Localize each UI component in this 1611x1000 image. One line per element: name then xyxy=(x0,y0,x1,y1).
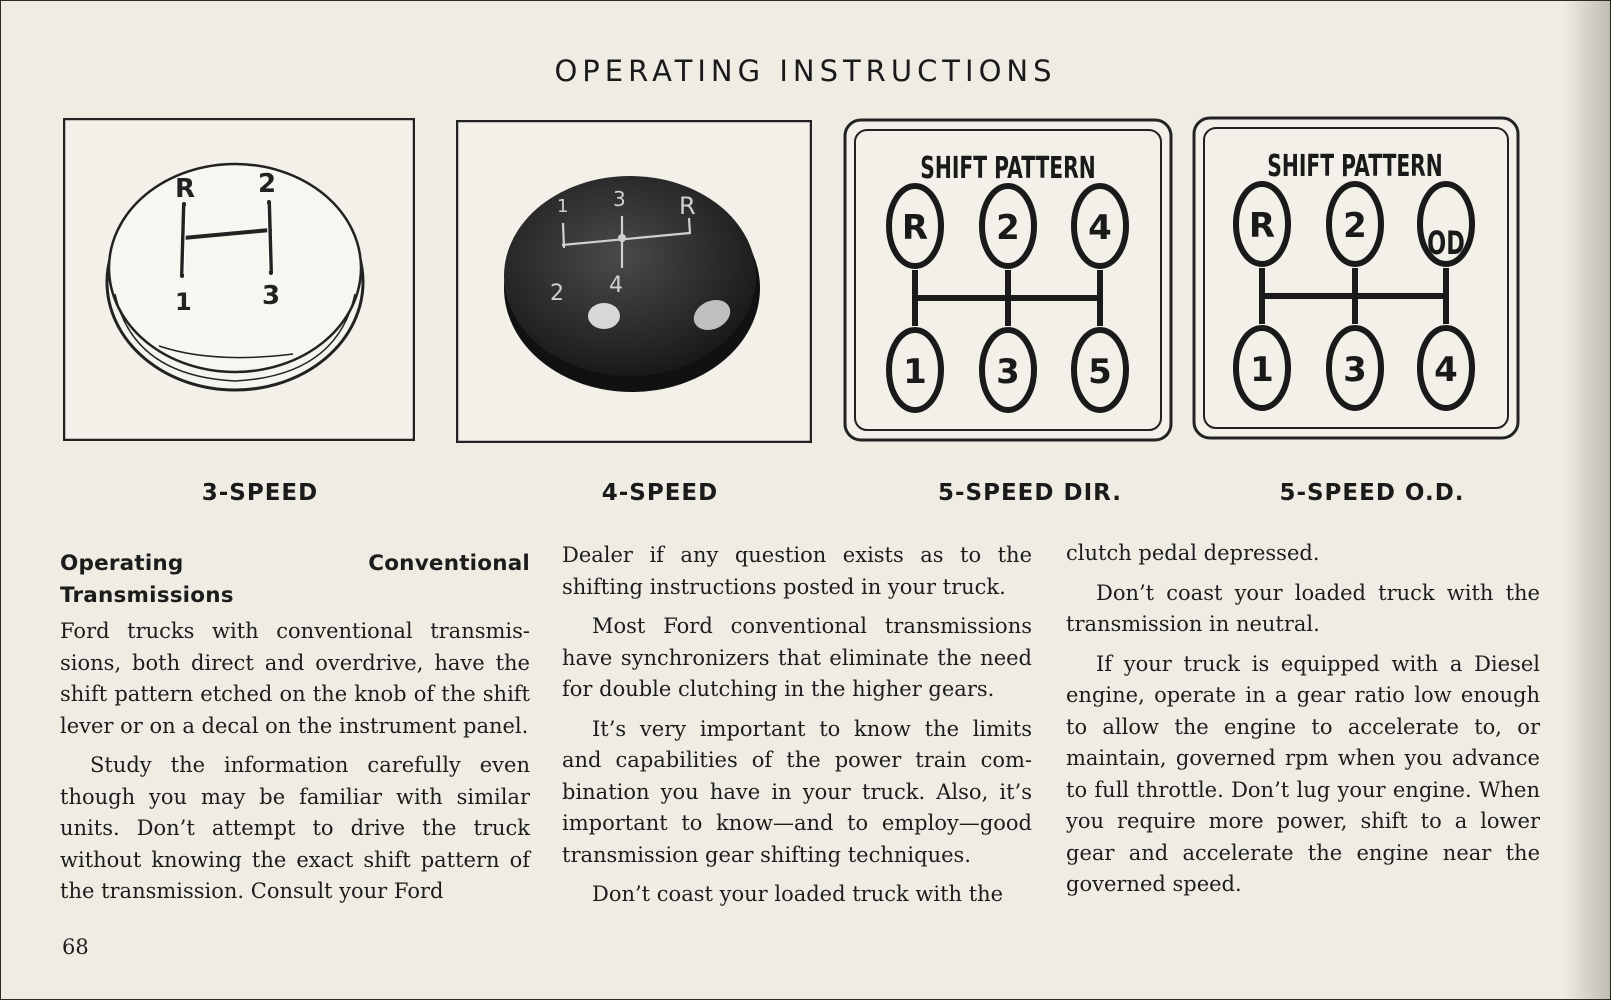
pattern-title: SHIFT PATTERN xyxy=(920,150,1096,186)
four-speed-knob-illustration xyxy=(456,120,812,443)
caption-five-speed-overdrive: 5-SPEED O.D. xyxy=(1279,480,1465,506)
knob-label-3: 3 xyxy=(613,187,626,211)
text-column-2 xyxy=(562,540,1032,919)
caption-five-speed-direct: 5-SPEED DIR. xyxy=(937,480,1123,506)
five-speed-direct-figure xyxy=(843,118,1173,442)
knob-label-1: 1 xyxy=(557,196,569,217)
text-column-1 xyxy=(60,548,530,916)
five-speed-overdrive-pattern xyxy=(1192,116,1520,440)
text-column-3 xyxy=(1066,538,1540,909)
paragraph: Don’t coast your loaded truck with the transmission in neutral. xyxy=(1066,580,1540,636)
caption-three-speed: 3-SPEED xyxy=(201,480,319,506)
page-gutter-shadow xyxy=(1563,0,1611,1000)
section-heading: Operating Conventional Transmissions xyxy=(60,551,530,608)
gear-3: 3 xyxy=(1343,350,1367,390)
gear-od: OD xyxy=(1427,223,1465,263)
knob-label-2: 2 xyxy=(550,281,564,306)
paragraph: Most Ford conventional transmissions have synchronizers that eliminate the need for double clutching in the higher gears. xyxy=(562,614,1032,701)
page-title: OPERATING INSTRUCTIONS xyxy=(554,54,1057,88)
three-speed-knob-illustration xyxy=(63,118,415,441)
gear-4: 4 xyxy=(1088,208,1112,248)
caption-four-speed: 4-SPEED xyxy=(601,480,719,506)
knob-label-4: 4 xyxy=(609,273,623,298)
gear-2: 2 xyxy=(996,208,1020,248)
paragraph: Ford trucks with conventional transmis-sions, both direct and overdrive, have the shift pattern etched on the knob of the shift lever or on a decal on the instrument panel. xyxy=(60,619,530,738)
knob-label-2: 2 xyxy=(258,169,277,199)
gear-2: 2 xyxy=(1343,206,1367,246)
paragraph: If your truck is equipped with a Diesel engine, operate in a gear ratio low enough to allow the engine to accelerate to, or maintain, governed rpm when you advance to full throttle. Don’t lug your engine. When you require more power, shift to a lower gear and accelerate the engine near the governed speed. xyxy=(1066,651,1540,896)
pattern-title: SHIFT PATTERN xyxy=(1267,148,1443,184)
page-number: 68 xyxy=(62,935,89,959)
knob-label-r: R xyxy=(175,174,196,204)
paragraph: Don’t coast your loaded truck with the xyxy=(592,882,1004,906)
knob-label-r: R xyxy=(679,192,696,220)
knob-label-1: 1 xyxy=(175,288,192,316)
paragraph: It’s very important to know the limits and capabilities of the power train com-bination you have in your truck. Also, it’s important to know—and to employ—good transmission gear shifting techniques. xyxy=(562,716,1032,867)
gear-r: R xyxy=(1248,206,1276,246)
paragraph: clutch pedal depressed. xyxy=(1066,541,1320,565)
three-speed-figure xyxy=(63,118,415,441)
paragraph: Dealer if any question exists as to the shifting instructions posted in your truck. xyxy=(562,543,1032,599)
five-speed-overdrive-figure xyxy=(1192,116,1520,440)
five-speed-direct-pattern xyxy=(843,118,1173,442)
gear-4: 4 xyxy=(1434,350,1458,390)
paragraph: Study the information carefully even though you may be familiar with similar units. Don’t attempt to drive the truck without knowing the exact shift pattern of the transmission. Consult your Ford xyxy=(60,753,530,903)
gear-1: 1 xyxy=(903,352,927,392)
gear-1: 1 xyxy=(1250,350,1274,390)
four-speed-figure xyxy=(456,120,812,443)
gear-5: 5 xyxy=(1088,352,1112,392)
knob-label-3: 3 xyxy=(262,281,281,311)
gear-r: R xyxy=(901,208,929,248)
gear-3: 3 xyxy=(996,352,1020,392)
